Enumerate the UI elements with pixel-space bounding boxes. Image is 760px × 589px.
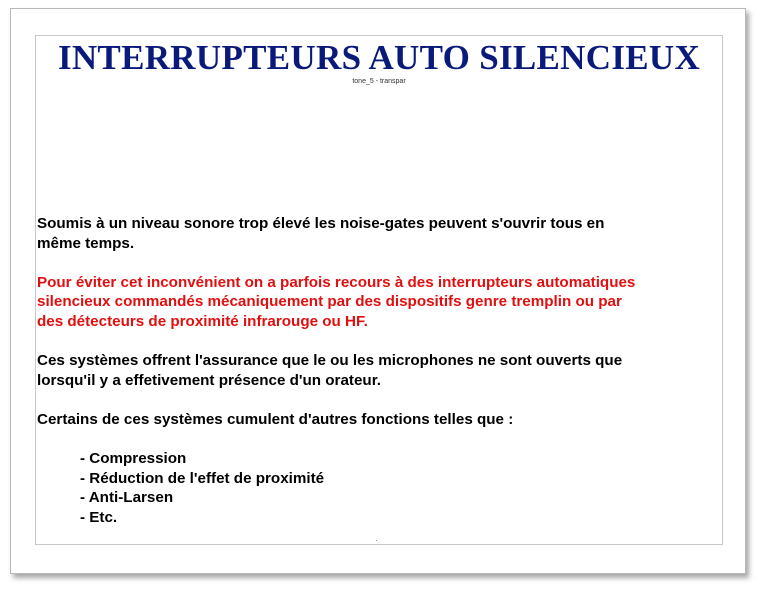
paragraph-automatic-switches xyxy=(37,273,723,332)
paragraph-line: même temps. xyxy=(37,234,135,252)
paragraph-line: Ces systèmes offrent l'assurance que le ou les microphones ne sont ouverts que xyxy=(37,352,623,370)
list-item: - Etc. xyxy=(80,508,118,526)
paragraph-line: Soumis à un niveau sonore trop élevé les noise-gates peuvent s'ouvrir tous en xyxy=(37,215,605,232)
paragraph-assurance xyxy=(37,351,723,390)
functions-list xyxy=(37,449,723,527)
paragraph-other-functions xyxy=(37,410,723,430)
paragraph-noise-gates xyxy=(37,214,723,253)
paragraph-line: silencieux commandés mécaniquement par des dispositifs genre tremplin ou par xyxy=(37,293,622,311)
slide-body xyxy=(37,214,723,528)
slide-title: INTERRUPTEURS AUTO SILENCIEUX xyxy=(57,38,701,77)
slide-subtitle: tone_5 - transpar xyxy=(352,78,406,85)
paragraph-line: Certains de ces systèmes cumulent d'autres fonctions telles que : xyxy=(37,410,514,428)
list-item: - Compression xyxy=(80,450,187,468)
paragraph-line: lorsqu'il y a effetivement présence d'un orateur. xyxy=(37,371,381,389)
slide-content-frame xyxy=(35,35,723,545)
list-item: - Réduction de l'effet de proximité xyxy=(80,469,325,487)
center-marker-dot xyxy=(376,540,377,541)
slide-page xyxy=(10,8,746,574)
list-item: - Anti-Larsen xyxy=(80,489,174,507)
paragraph-line: des détecteurs de proximité infrarouge ou HF. xyxy=(37,312,368,330)
paragraph-line: Pour éviter cet inconvénient on a parfois recours à des interrupteurs automatiques xyxy=(37,273,636,291)
